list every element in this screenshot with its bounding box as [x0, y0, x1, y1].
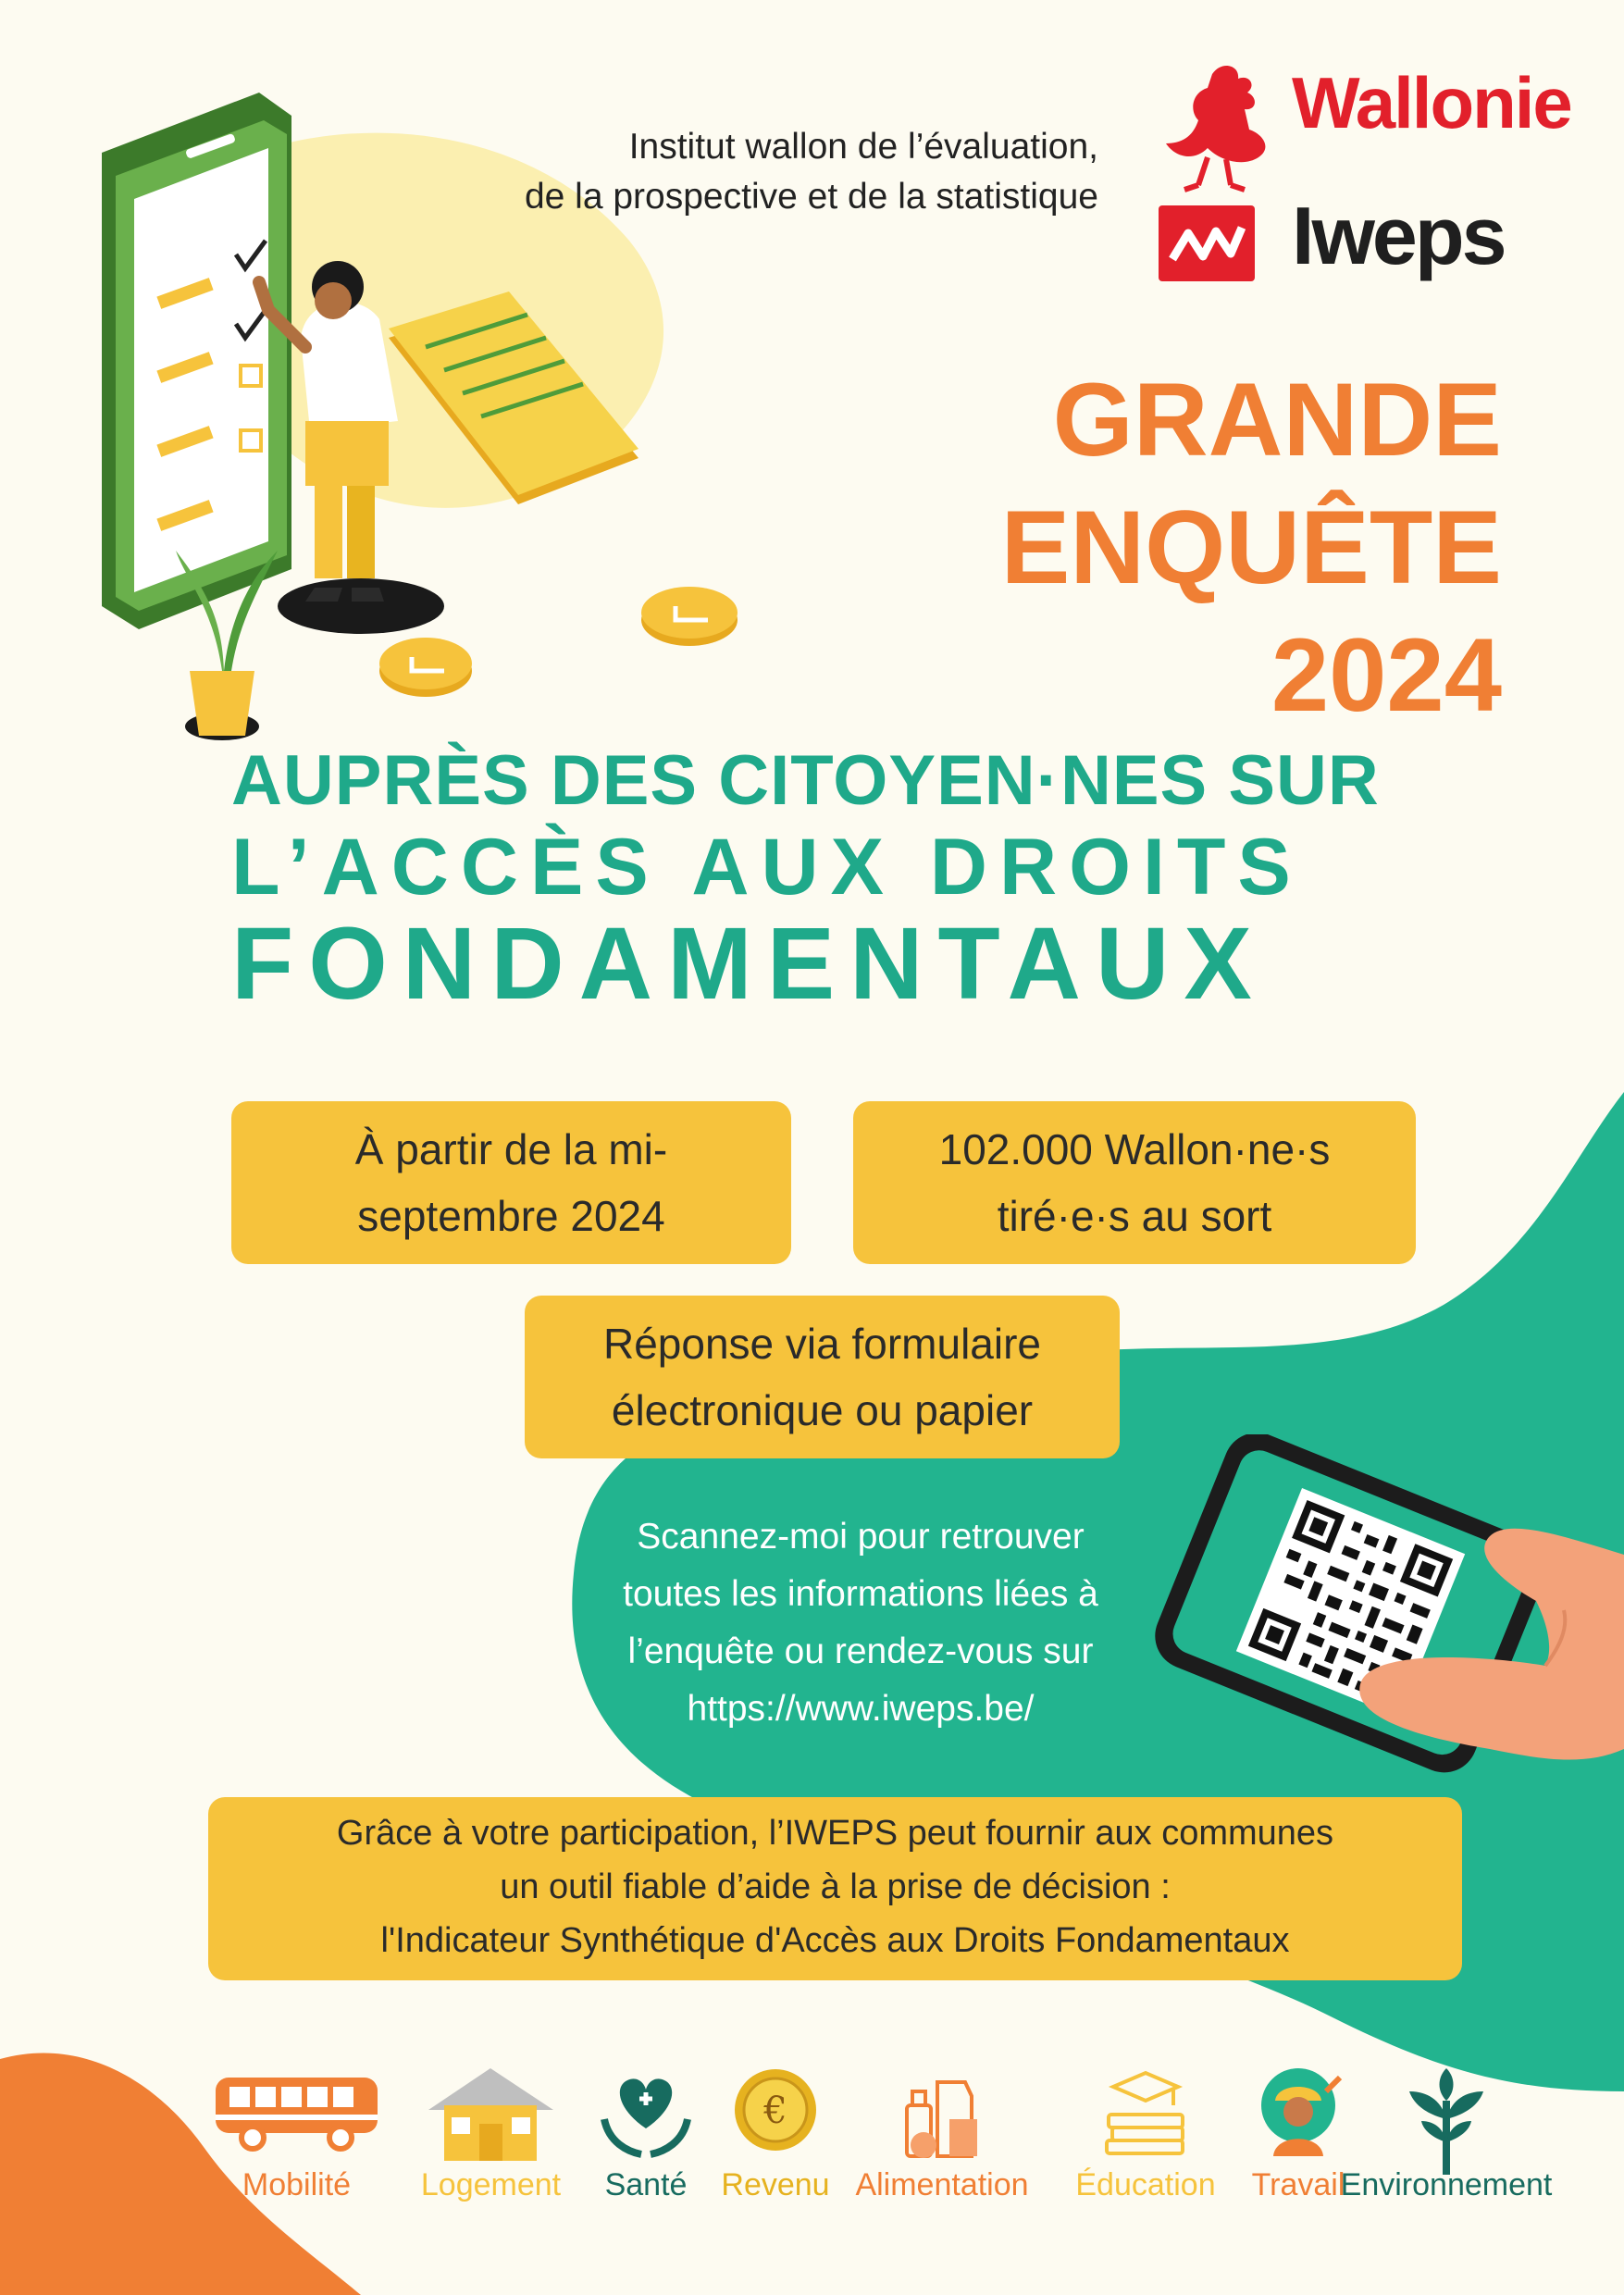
date-box — [231, 1101, 791, 1264]
response-line-1: Réponse via formulaire — [602, 1320, 1041, 1368]
institute-name — [525, 122, 1098, 222]
participation-box — [208, 1797, 1462, 1980]
theme-label: Travail — [1251, 2167, 1345, 2202]
theme-label: Revenu — [721, 2167, 830, 2202]
scan-line-2: toutes les informations liées à — [623, 1574, 1098, 1614]
tablet-icon — [102, 93, 291, 629]
chart-zigzag-icon — [1159, 205, 1255, 281]
subtitle-line-3: FONDAMENTAUX — [231, 907, 1267, 1021]
iweps-logo-mark — [1159, 205, 1255, 281]
paper-stack-icon — [389, 292, 638, 504]
response-line-2: électronique ou papier — [611, 1386, 1034, 1434]
institute-line-1: Institut wallon de l’évaluation, — [628, 127, 1098, 167]
house-icon — [424, 2064, 558, 2165]
wallonie-logo: Wallonie — [1292, 62, 1571, 143]
phone-qr-illustration — [1138, 1434, 1624, 1823]
subtitle-line-1: AUPRÈS DES CITOYEN·NES SUR — [231, 741, 1380, 820]
sample-line-1: 102.000 Wallon·ne·s — [938, 1125, 1331, 1173]
institute-line-2: de la prospective et de la statistique — [524, 177, 1098, 217]
theme-label: Éducation — [1075, 2167, 1216, 2202]
iweps-logo: Iweps — [1292, 190, 1505, 281]
date-line-1: À partir de la mi- — [354, 1125, 668, 1173]
theme-environnement — [1340, 2064, 1553, 2202]
participation-line-3: l'Indicateur Synthétique d'Accès aux Droits Fondamentaux — [380, 1921, 1290, 1960]
date-line-2: septembre 2024 — [357, 1192, 665, 1240]
page-title — [1001, 356, 1502, 739]
theme-alimentation — [855, 2064, 1029, 2202]
svg-text:€: € — [763, 2090, 787, 2132]
themes-row — [211, 2064, 1599, 2212]
health-hands-icon — [600, 2064, 692, 2165]
title-line-2: ENQUÊTE — [1000, 490, 1502, 605]
theme-travail — [1247, 2064, 1349, 2202]
participation-line-2: un outil fiable d’aide à la prise de décision : — [500, 1867, 1171, 1906]
euro-coin-icon — [729, 2064, 822, 2156]
tree-icon — [1395, 2064, 1497, 2175]
theme-logement — [420, 2064, 562, 2202]
theme-label: Environnement — [1340, 2167, 1553, 2202]
worker-icon — [1247, 2064, 1349, 2165]
scan-line-3: l’enquête ou rendez-vous sur — [627, 1631, 1094, 1671]
theme-label: Santé — [604, 2167, 688, 2202]
groceries-icon — [896, 2064, 988, 2165]
scan-line-1: Scannez-moi pour retrouver — [637, 1517, 1085, 1557]
rooster-icon — [1157, 56, 1286, 194]
theme-mobilite — [211, 2064, 382, 2202]
response-box — [525, 1296, 1120, 1458]
theme-label: Mobilité — [242, 2167, 352, 2202]
scan-instructions — [583, 1508, 1138, 1738]
theme-label: Alimentation — [855, 2167, 1029, 2202]
title-line-1: GRANDE — [1052, 362, 1502, 478]
sample-line-2: tiré·e·s au sort — [997, 1192, 1272, 1240]
theme-label: Logement — [420, 2167, 562, 2202]
subtitle-line-2: L’ACCÈS AUX DROITS — [231, 823, 1303, 912]
theme-education — [1075, 2064, 1216, 2202]
sample-box — [853, 1101, 1416, 1264]
theme-sante — [600, 2064, 692, 2202]
participation-line-1: Grâce à votre participation, l’IWEPS peut fournir aux communes — [336, 1814, 1334, 1853]
theme-revenu — [721, 2064, 830, 2202]
coin-icon — [641, 587, 738, 646]
coin-icon — [379, 638, 472, 697]
books-icon — [1099, 2064, 1192, 2165]
scan-url[interactable]: https://www.iweps.be/ — [687, 1689, 1035, 1729]
bus-icon — [211, 2064, 382, 2156]
title-line-3: 2024 — [1271, 617, 1502, 733]
